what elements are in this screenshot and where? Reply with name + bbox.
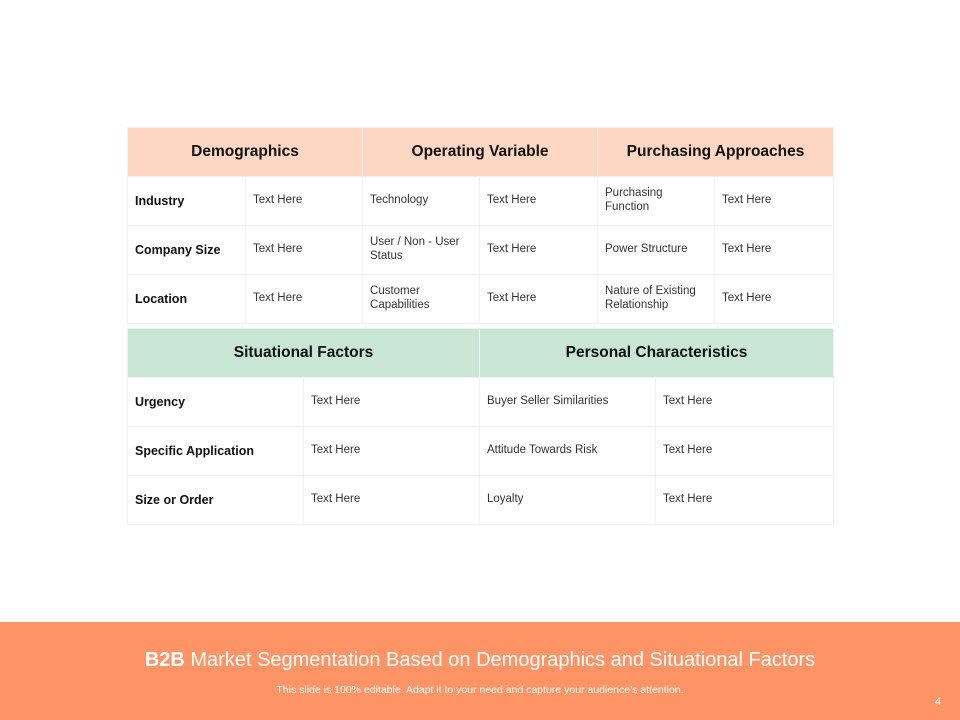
row-label: User / Non - User Status [363,226,480,275]
row-label: Industry [128,177,246,226]
row-label: Company Size [128,226,246,275]
row-label: Technology [363,177,480,226]
slide-subtitle: This slide is 100% editable. Adapt it to your need and capture your audience’s attention. [276,684,684,696]
slide-title-bold: B2B [144,649,185,671]
row-label: Size or Order [128,476,304,525]
row-label: Loyalty [480,476,656,525]
header-purchasing-approaches: Purchasing Approaches [598,128,834,177]
cell-value: Text Here [304,476,480,525]
cell-value: Text Here [656,378,834,427]
row-label: Nature of Existing Relationship [598,275,715,324]
table-row [128,476,834,525]
table-header-row [128,128,834,177]
table-row [128,177,834,226]
table-row [128,275,834,324]
row-label: Urgency [128,378,304,427]
row-label: Power Structure [598,226,715,275]
row-label: Buyer Seller Similarities [480,378,656,427]
situational-table [127,328,834,525]
cell-value: Text Here [715,226,834,275]
table-row [128,378,834,427]
row-label: Specific Application [128,427,304,476]
cell-value: Text Here [656,427,834,476]
table-row [128,427,834,476]
header-situational-factors: Situational Factors [128,329,480,378]
cell-value: Text Here [656,476,834,525]
row-label: Customer Capabilities [363,275,480,324]
cell-value: Text Here [480,275,598,324]
cell-value: Text Here [480,177,598,226]
table-row [128,226,834,275]
cell-value: Text Here [715,275,834,324]
cell-value: Text Here [480,226,598,275]
header-personal-characteristics: Personal Characteristics [480,329,834,378]
page-number: 4 [934,696,941,708]
footer-banner [0,622,960,720]
row-label: Purchasing Function [598,177,715,226]
cell-value: Text Here [304,378,480,427]
row-label: Location [128,275,246,324]
slide-title [0,649,960,672]
cell-value: Text Here [715,177,834,226]
header-operating-variable: Operating Variable [363,128,598,177]
header-demographics: Demographics [128,128,363,177]
cell-value: Text Here [304,427,480,476]
row-label: Attitude Towards Risk [480,427,656,476]
table-header-row [128,329,834,378]
cell-value: Text Here [246,226,363,275]
cell-value: Text Here [246,177,363,226]
slide-title-text: Market Segmentation Based on Demographics and Situational Factors [184,649,816,671]
demographics-table [127,127,834,324]
cell-value: Text Here [246,275,363,324]
